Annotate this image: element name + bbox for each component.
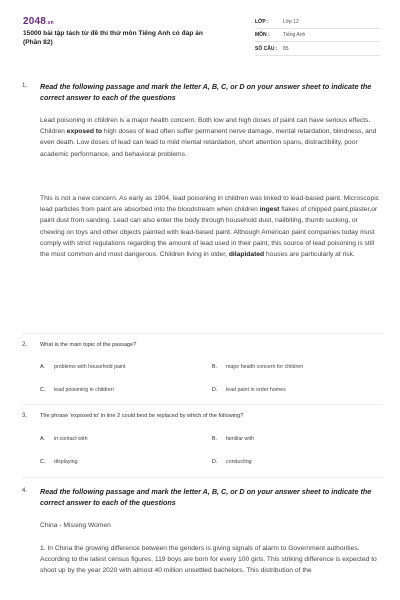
title-line-2: (Phần 82) — [23, 38, 53, 46]
question-text: What is the main topic of the passage? — [40, 342, 137, 348]
answer-option[interactable] — [40, 387, 114, 393]
passage-paragraph-1 — [40, 115, 380, 160]
option-letter: C. — [40, 459, 46, 465]
logo-text: 2048 — [23, 16, 47, 27]
meta-divider — [255, 41, 380, 42]
passage-paragraph-1: 1. In China the growing difference between the genders is giving signals of alarm to Government authorities. According to the latest census figures, 119 boys are born for every 100 girls. This striking difference is expected to shoot up by the year 2020 with almost 40 million unsettled bachelors. This distribution of the — [40, 545, 377, 575]
answer-option[interactable] — [212, 436, 254, 442]
meta-key: MÔN : — [255, 32, 270, 38]
question-instruction: Read the following passage and mark the letter A, B, C, or D on your answer sheet to indicate the correct answer to each of the questions — [40, 487, 372, 507]
title-line-1: 15000 bài tập tách từ đề thi thử môn Tiếng Anh có đáp án — [23, 30, 203, 37]
meta-divider — [255, 55, 380, 56]
option-letter: D. — [212, 387, 218, 393]
question-number: 4. — [22, 488, 28, 494]
meta-count — [255, 46, 289, 52]
meta-key: LỚP : — [255, 19, 269, 25]
passage-text: This is not a new concern. As early as 1904, lead poisoning in children was linked to lead-based paint. Microscopic lead particles from paint are absorbed into the bloodstream when children — [40, 195, 380, 214]
meta-divider — [255, 28, 380, 29]
answer-option[interactable] — [40, 436, 88, 442]
meta-value: Tiếng Anh — [283, 32, 306, 38]
passage-paragraph-2 — [40, 193, 380, 260]
question-text: The phrase 'exposed to' in line 2 could best be replaced by which of the following? — [40, 413, 244, 419]
section-divider — [22, 333, 382, 334]
option-letter: A. — [40, 364, 46, 370]
highlighted-word: dilapidated — [228, 251, 265, 259]
question-number: 1. — [22, 83, 28, 89]
passage-text: houses are particularly at risk. — [264, 251, 355, 259]
answer-option[interactable] — [212, 459, 252, 465]
meta-value: Lớp 12 — [283, 19, 299, 25]
answer-option[interactable] — [40, 364, 126, 370]
site-logo[interactable] — [23, 16, 54, 27]
question-number: 2. — [22, 342, 28, 348]
passage-text: Lead poisoning in children is a major health concern. Both low and high doses of paint can have serious effects. Children — [40, 117, 371, 136]
section-divider — [22, 404, 382, 405]
answer-option[interactable] — [212, 387, 286, 393]
passage-text: flakes of chipped paint,plaster,or paint dust from sanding. Lead can also enter the body through household dust, nailbiting, thumb sucking, or chewing on toys and other objects painted with lead-based paint. Although American paint companies today must comply with strict regulations regarding the amount of lead used in their paint, this source of lead poisoning is still the most common and most dangerous. Children living in older, — [40, 206, 378, 259]
option-letter: C. — [40, 387, 46, 393]
option-text: familiar with — [226, 436, 254, 442]
answer-option[interactable] — [40, 459, 78, 465]
question-number: 3. — [22, 413, 28, 419]
section-divider — [22, 477, 382, 478]
logo-suffix: .vn — [46, 20, 54, 26]
question-instruction: Read the following passage and mark the letter A, B, C, or D on your answer sheet to indicate the correct answer to each of the questions — [40, 82, 372, 102]
highlighted-phrase: exposed to — [66, 128, 103, 136]
option-text: lead paint in order homes — [226, 387, 286, 393]
passage-heading: China - Missing Women — [40, 522, 111, 529]
option-text: lead poisoning in children — [54, 387, 114, 393]
page-header — [0, 0, 400, 70]
option-letter: A. — [40, 436, 46, 442]
document-title — [23, 30, 233, 47]
option-text: in contact with — [54, 436, 88, 442]
option-text: problems with household paint — [54, 364, 126, 370]
option-text: displaying — [54, 459, 78, 465]
option-letter: B. — [212, 436, 218, 442]
option-letter: D. — [212, 459, 218, 465]
answer-option[interactable] — [212, 364, 303, 370]
meta-value: 85 — [283, 46, 289, 52]
passage-text: high doses of lead often suffer permanent nerve damage, mental retardation, blindness, and even death. Low doses of lead can lead to mild mental retardation, short attention spans, distractibility, poor academic performance, and behavioral problems. — [40, 128, 377, 158]
meta-subject — [255, 32, 305, 38]
meta-key: SỐ CÂU : — [255, 46, 278, 52]
meta-class — [255, 19, 299, 25]
option-letter: B. — [212, 364, 218, 370]
option-text: conducting — [226, 459, 252, 465]
option-text: major health concern for children — [226, 364, 304, 370]
highlighted-word: ingest — [259, 206, 280, 214]
